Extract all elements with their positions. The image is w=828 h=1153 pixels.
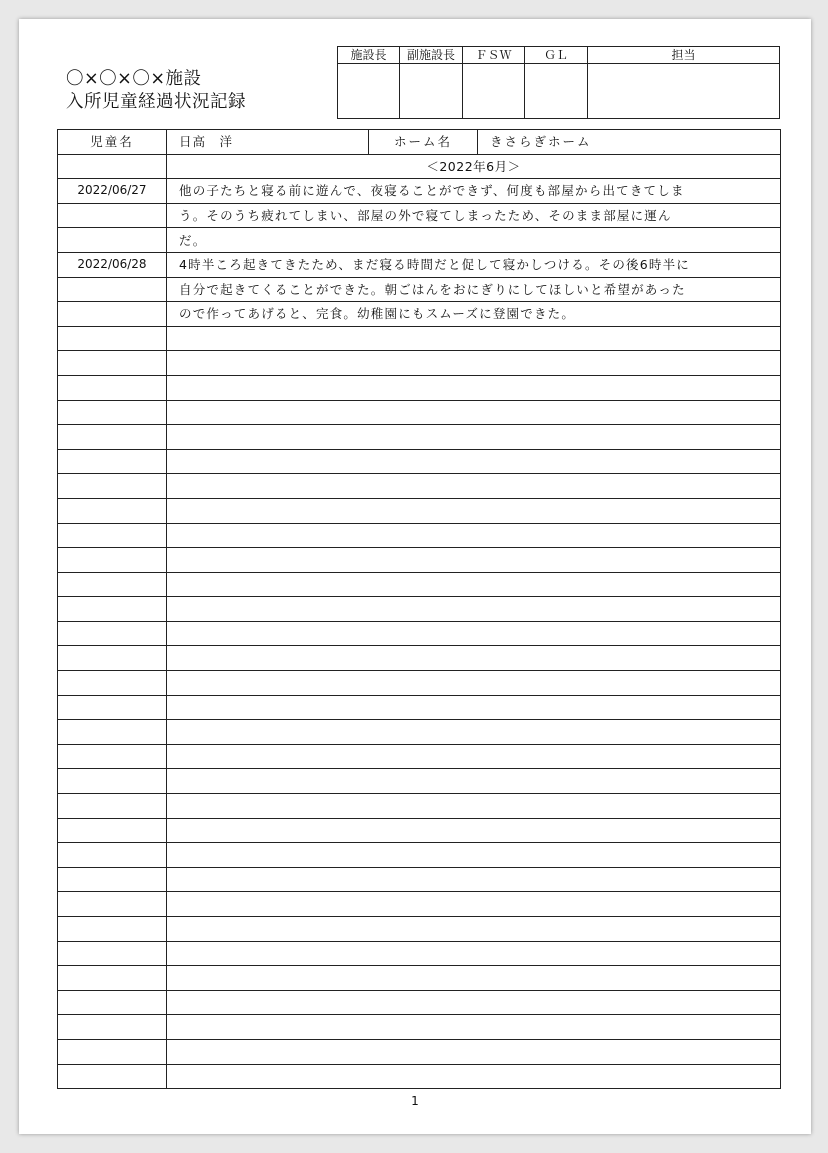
date-cell[interactable]	[58, 474, 167, 499]
stamp-box-fsw[interactable]	[463, 64, 525, 119]
date-cell[interactable]	[58, 351, 167, 376]
date-cell[interactable]	[58, 769, 167, 794]
table-row	[58, 277, 781, 302]
entry-text-line[interactable]	[167, 425, 781, 450]
entry-text-line[interactable]: 他の子たちと寝る前に遊んで、夜寝ることができず、何度も部屋から出てきてしま	[167, 179, 781, 204]
entry-text-line[interactable]	[167, 572, 781, 597]
table-row	[58, 302, 781, 327]
date-cell[interactable]	[58, 892, 167, 917]
date-cell[interactable]	[58, 621, 167, 646]
entry-text-line[interactable]	[167, 1015, 781, 1040]
date-cell[interactable]	[58, 400, 167, 425]
entry-text-line[interactable]: う。そのうち疲れてしまい、部屋の外で寝てしまったため、そのまま部屋に運ん	[167, 203, 781, 228]
stamp-header-fsw: ＦＳＷ	[463, 47, 525, 64]
child-name-value[interactable]: 日高 洋	[167, 130, 369, 155]
table-row	[58, 474, 781, 499]
date-cell[interactable]	[58, 302, 167, 327]
entry-text-line[interactable]	[167, 1064, 781, 1089]
entry-text-line[interactable]	[167, 917, 781, 942]
table-row	[58, 1064, 781, 1089]
table-row	[58, 720, 781, 745]
entry-text-line[interactable]	[167, 843, 781, 868]
date-cell[interactable]	[58, 326, 167, 351]
entry-text-line[interactable]	[167, 1039, 781, 1064]
table-row	[58, 425, 781, 450]
table-row	[58, 252, 781, 277]
date-cell[interactable]	[58, 548, 167, 573]
entry-text-line[interactable]	[167, 449, 781, 474]
table-row	[58, 548, 781, 573]
entry-text-line[interactable]	[167, 498, 781, 523]
stamp-box-deputy-director[interactable]	[400, 64, 463, 119]
entry-text-line[interactable]	[167, 548, 781, 573]
table-row	[58, 449, 781, 474]
table-row	[58, 597, 781, 622]
date-cell[interactable]: 2022/06/28	[58, 252, 167, 277]
entry-text-line[interactable]	[167, 375, 781, 400]
record-title: 入所児童経過状況記録	[66, 92, 246, 112]
date-cell[interactable]	[58, 203, 167, 228]
date-cell[interactable]	[58, 917, 167, 942]
stamp-box-staff[interactable]	[588, 64, 780, 119]
entry-text-line[interactable]	[167, 892, 781, 917]
record-sheet	[19, 19, 811, 1134]
entry-text-line[interactable]	[167, 326, 781, 351]
date-cell[interactable]	[58, 671, 167, 696]
date-cell[interactable]	[58, 966, 167, 991]
stamp-header-staff: 担当	[588, 47, 780, 64]
date-cell[interactable]	[58, 449, 167, 474]
entry-text-line[interactable]	[167, 523, 781, 548]
facility-name: 〇×〇×〇×施設	[66, 69, 202, 89]
entry-text-line[interactable]	[167, 818, 781, 843]
date-cell[interactable]	[58, 597, 167, 622]
header-row	[58, 130, 781, 155]
table-row	[58, 646, 781, 671]
entry-text-line[interactable]	[167, 794, 781, 819]
date-cell[interactable]	[58, 867, 167, 892]
entry-text-line[interactable]: ので作ってあげると、完食。幼稚園にもスムーズに登園できた。	[167, 302, 781, 327]
date-cell[interactable]	[58, 695, 167, 720]
table-row	[58, 621, 781, 646]
page-number: 1	[411, 1094, 419, 1108]
date-cell[interactable]	[58, 1064, 167, 1089]
entry-text-line[interactable]	[167, 400, 781, 425]
table-row	[58, 351, 781, 376]
entry-text-line[interactable]: だ。	[167, 228, 781, 253]
child-name-label: 児童名	[58, 130, 167, 155]
date-cell[interactable]	[58, 720, 167, 745]
table-row	[58, 818, 781, 843]
date-cell[interactable]	[58, 818, 167, 843]
date-cell[interactable]	[58, 843, 167, 868]
stamp-header-gl: ＧＬ	[525, 47, 588, 64]
home-name-label: ホーム名	[369, 130, 478, 155]
table-row	[58, 671, 781, 696]
table-row	[58, 966, 781, 991]
date-cell[interactable]	[58, 498, 167, 523]
table-row	[58, 400, 781, 425]
table-row	[58, 1039, 781, 1064]
table-row	[58, 892, 781, 917]
month-row	[58, 154, 781, 179]
date-cell[interactable]	[58, 228, 167, 253]
stamp-box-director[interactable]	[338, 64, 400, 119]
date-cell[interactable]	[58, 425, 167, 450]
entry-text-line[interactable]	[167, 351, 781, 376]
progress-log-table	[57, 129, 781, 1089]
table-row	[58, 990, 781, 1015]
entry-text-line[interactable]	[167, 744, 781, 769]
entry-text-line[interactable]	[167, 941, 781, 966]
entry-text-line[interactable]	[167, 720, 781, 745]
approval-stamp-table	[337, 46, 780, 119]
entry-text-line[interactable]	[167, 867, 781, 892]
date-cell[interactable]	[58, 375, 167, 400]
table-row	[58, 917, 781, 942]
entry-text-line[interactable]	[167, 966, 781, 991]
stamp-header-deputy-director: 副施設長	[400, 47, 463, 64]
entry-text-line[interactable]	[167, 671, 781, 696]
date-cell[interactable]	[58, 794, 167, 819]
stamp-box-gl[interactable]	[525, 64, 588, 119]
date-cell[interactable]	[58, 572, 167, 597]
month-label: ＜2022年6月＞	[167, 154, 781, 179]
table-row	[58, 326, 781, 351]
table-row	[58, 523, 781, 548]
entry-text-line[interactable]: 4時半ころ起きてきたため、まだ寝る時間だと促して寝かしつける。その後6時半に	[167, 252, 781, 277]
table-row	[58, 203, 781, 228]
stamp-header-director: 施設長	[338, 47, 400, 64]
entry-text-line[interactable]	[167, 769, 781, 794]
date-cell[interactable]	[58, 523, 167, 548]
entry-text-line[interactable]	[167, 695, 781, 720]
date-cell[interactable]	[58, 277, 167, 302]
table-row	[58, 498, 781, 523]
entry-text-line[interactable]	[167, 597, 781, 622]
table-row	[58, 375, 781, 400]
table-row	[58, 228, 781, 253]
table-row	[58, 744, 781, 769]
date-cell[interactable]	[58, 1015, 167, 1040]
entry-text-line[interactable]	[167, 646, 781, 671]
date-cell[interactable]	[58, 1039, 167, 1064]
home-name-value[interactable]: きさらぎホーム	[478, 130, 781, 155]
date-cell[interactable]	[58, 941, 167, 966]
date-cell[interactable]	[58, 646, 167, 671]
date-cell[interactable]	[58, 154, 167, 179]
table-row	[58, 179, 781, 204]
table-row	[58, 867, 781, 892]
table-row	[58, 941, 781, 966]
document-title	[66, 68, 246, 114]
table-row	[58, 695, 781, 720]
table-row	[58, 843, 781, 868]
entry-text-line[interactable]: 自分で起きてくることができた。朝ごはんをおにぎりにしてほしいと希望があった	[167, 277, 781, 302]
date-cell[interactable]	[58, 744, 167, 769]
table-row	[58, 572, 781, 597]
entry-text-line[interactable]	[167, 474, 781, 499]
table-row	[58, 1015, 781, 1040]
table-row	[58, 769, 781, 794]
entry-text-line[interactable]	[167, 621, 781, 646]
date-cell[interactable]: 2022/06/27	[58, 179, 167, 204]
table-row	[58, 794, 781, 819]
entry-text-line[interactable]	[167, 990, 781, 1015]
date-cell[interactable]	[58, 990, 167, 1015]
